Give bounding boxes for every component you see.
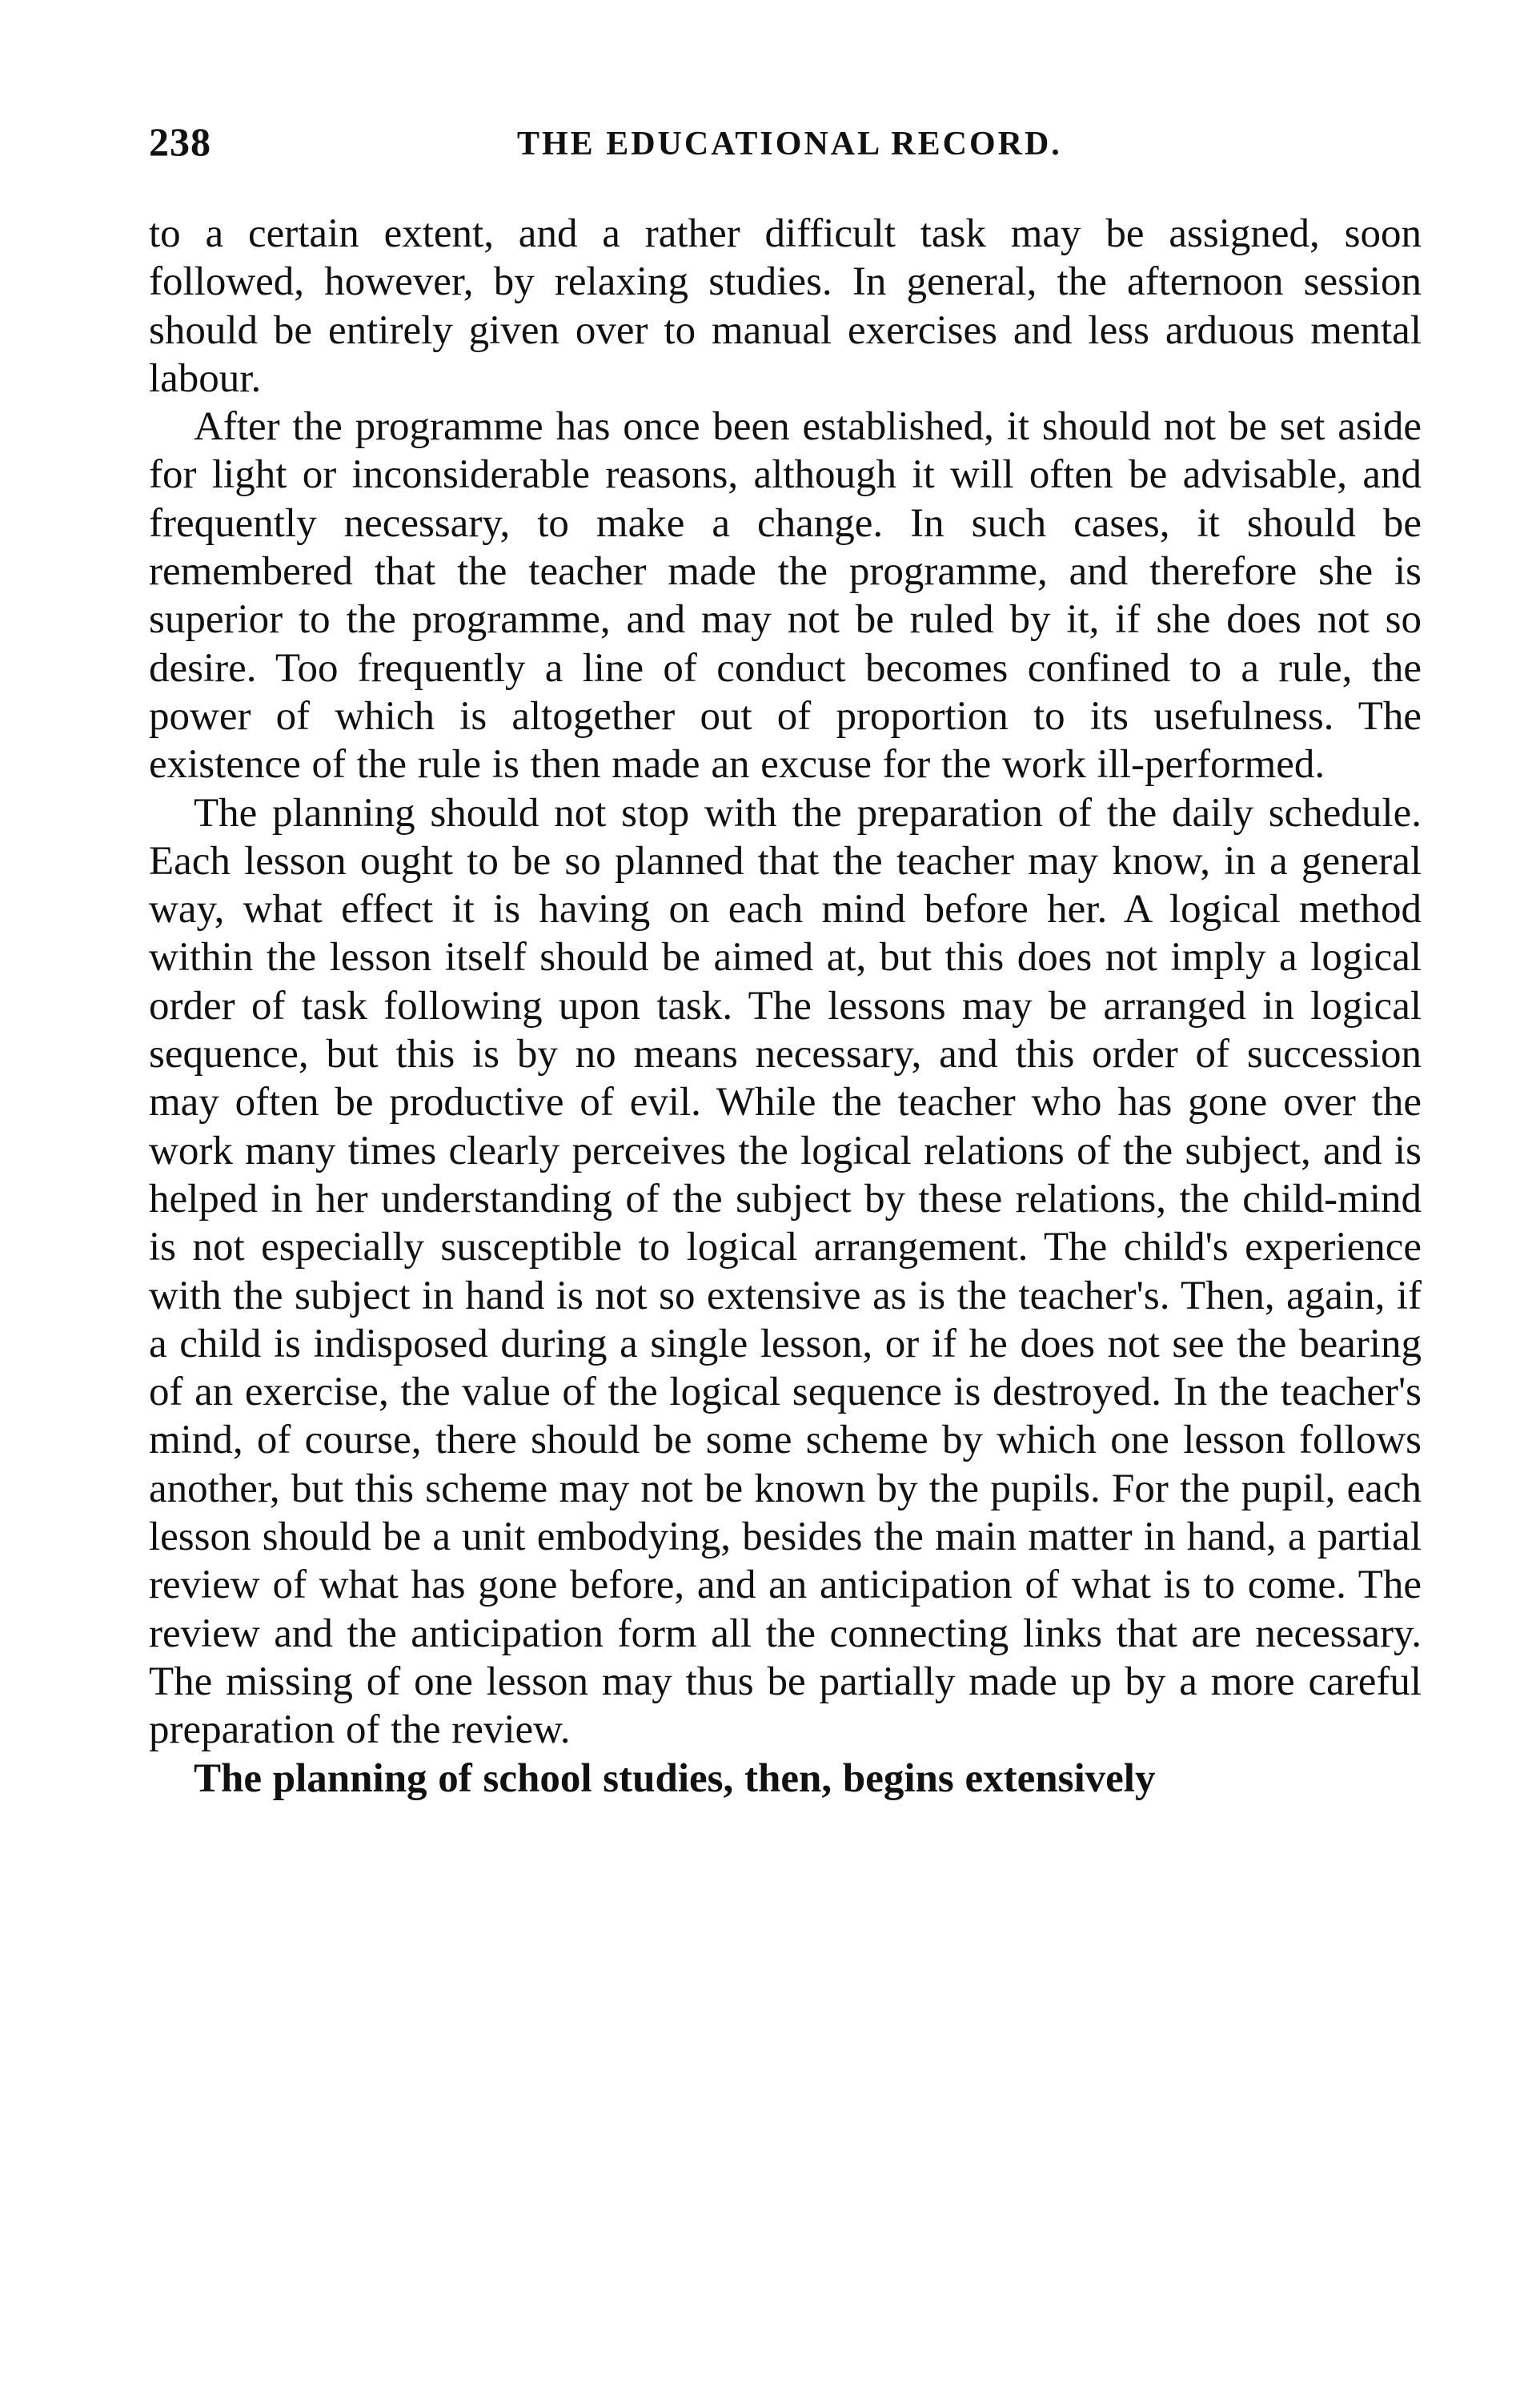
paragraph-continuation: to a certain extent, and a rather difficult task may be assigned, soon followed, however, by relaxing studies. In general, the afternoon session should be entirely given over to manual exercises and less arduous mental labour. <box>149 211 1422 401</box>
paragraph-programme: After the programme has once been established, it should not be set aside for light or inconsiderable reasons, although it will often be advisable, and frequently necessary, to make a change. In such cases, it should be remembered that the teacher made the programme, and therefore she is superior to the programme, and may not be ruled by it, if she does not so desire. Too frequently a line of conduct becomes confined to a rule, the power of which is altogether out of proportion to its usefulness. The existence of the rule is then made an excuse for the work ill-performed. <box>149 404 1422 788</box>
body-text <box>149 210 1422 1803</box>
page-header <box>149 118 1430 175</box>
paragraph-planning: The planning should not stop with the preparation of the daily schedule. Each lesson ought to be so planned that the teacher may know, in a general way, what effect it is having on each mind before her. A logical method within the lesson itself should be aimed at, but this does not imply a logical order of task following upon task. The lessons may be arranged in logical sequence, but this is by no means necessary, and this order of succession may often be productive of evil. While the teacher who has gone over the work many times clearly perceives the logical relations of the subject, and is helped in her understanding of the subject by these relations, the child-mind is not especially susceptible to logical arrangement. The child's experience with the subject in hand is not so extensive as is the teacher's. Then, again, if a child is indisposed during a single lesson, or if he does not see the bearing of an exercise, the value of the logical sequence is destroyed. In the teacher's mind, of course, there should be some scheme by which one lesson follows another, but this scheme may not be known by the pupils. For the pupil, each lesson should be a unit embodying, besides the main matter in hand, a partial review of what has gone before, and an anticipation of what is to come. The review and the anticipation form all the connecting links that are necessary. The missing of one lesson may thus be partially made up by a more careful preparation of the review. <box>149 790 1422 1753</box>
running-title: THE EDUCATIONAL RECORD. <box>517 126 1062 162</box>
page-number: 238 <box>149 119 211 164</box>
paragraph-closing: The planning of school studies, then, begins extensively <box>194 1755 1156 1801</box>
